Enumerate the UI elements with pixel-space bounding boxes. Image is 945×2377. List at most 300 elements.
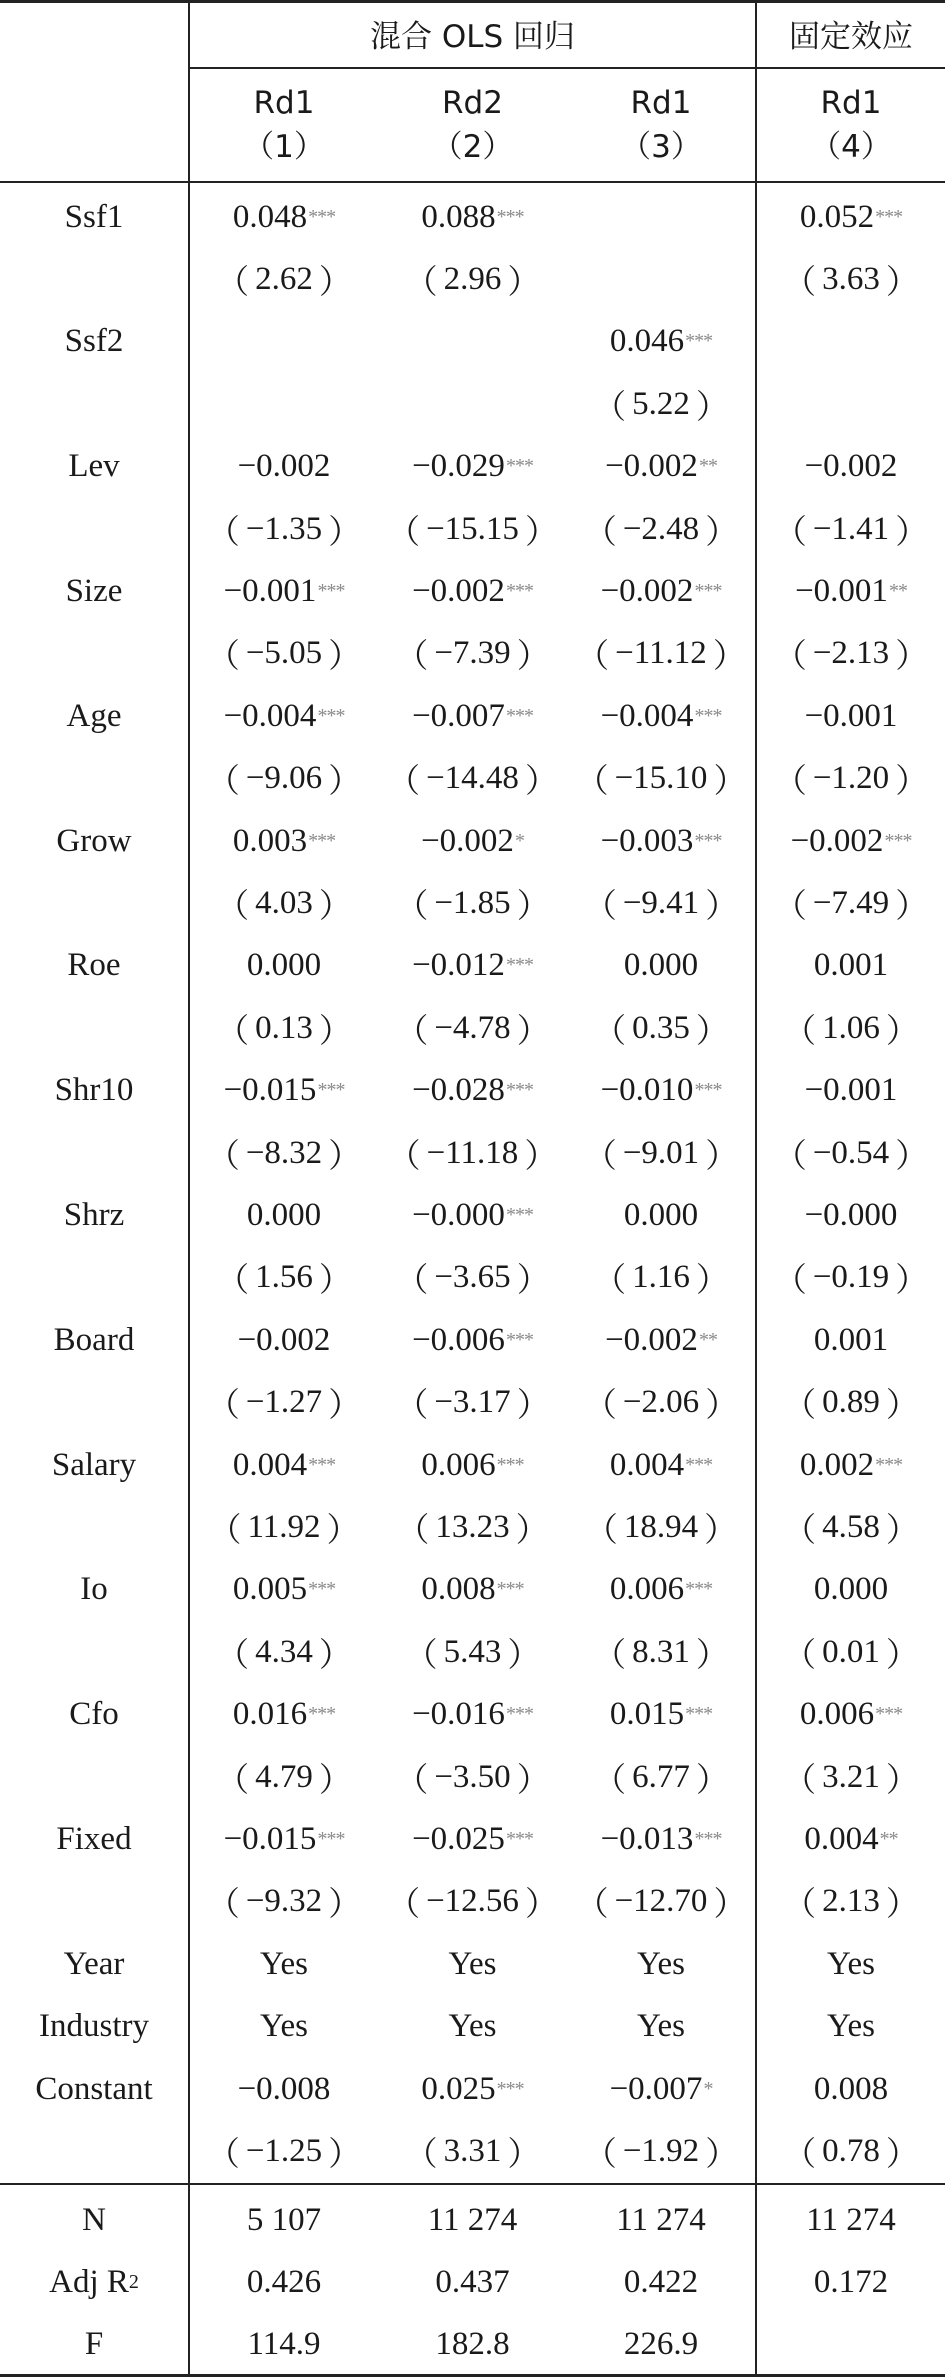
cell-text: 4.79 (255, 1758, 313, 1795)
coefficient-cell (757, 935, 945, 997)
cell-text: −0.006 (412, 1321, 505, 1358)
close-paren: ） (895, 889, 929, 926)
close-paren: ） (328, 2137, 362, 2174)
open-paren: （ (206, 764, 240, 801)
open-paren: （ (206, 1887, 240, 1924)
statistic-label (0, 2251, 188, 2313)
cell-text: Industry (39, 2008, 149, 2045)
coefficient-cell (378, 1309, 567, 1371)
t-statistic-cell (757, 373, 945, 435)
coefficient-cell (757, 810, 945, 872)
column-header-3 (567, 69, 755, 181)
t-statistic-cell (190, 748, 378, 810)
open-paren: （ (783, 1637, 817, 1674)
coefficient-cell (190, 1808, 378, 1870)
open-paren: （ (206, 514, 240, 551)
cell-text: −0.001 (804, 697, 898, 734)
cell-text: 11 274 (806, 2201, 896, 2238)
cell-text: −15.10 (614, 760, 708, 797)
t-statistic-cell (378, 1122, 567, 1184)
close-paren: ） (326, 1513, 360, 1550)
variable-label (0, 1434, 188, 1496)
coefficient-cell (378, 1684, 567, 1746)
cell-text: Yes (826, 2008, 876, 2045)
coefficient-cell (190, 436, 378, 498)
open-paren: （ (404, 1637, 438, 1674)
t-statistic-cell (190, 997, 378, 1059)
cell-text: −0.002 (605, 448, 698, 485)
cell-text: −0.002 (412, 573, 505, 610)
coefficient-cell (378, 1434, 567, 1496)
t-statistic-cell (378, 1372, 567, 1434)
coefficient-cell (567, 1434, 755, 1496)
statistic-value (757, 2313, 945, 2375)
column-number: （3） (620, 129, 702, 165)
cell-text: 5.43 (443, 1633, 502, 1670)
cell-text: 11 274 (616, 2201, 706, 2238)
close-paren: ） (318, 265, 352, 302)
significance-stars: *** (685, 1703, 713, 1726)
cell-text: 1.56 (255, 1259, 313, 1296)
open-paren: （ (395, 639, 429, 676)
coefficient-cell (378, 186, 567, 248)
variable-label (0, 1060, 188, 1122)
cell-text: 0.437 (435, 2263, 510, 2300)
column-header-4 (757, 69, 945, 181)
cell-text: Salary (51, 1446, 137, 1483)
open-paren: （ (593, 389, 627, 426)
cell-text: 4.34 (255, 1633, 313, 1670)
statistic-value (378, 2251, 567, 2313)
close-paren: ） (318, 889, 352, 926)
coefficient-cell (378, 810, 567, 872)
close-paren: ） (712, 639, 746, 676)
coefficient-cell (190, 1309, 378, 1371)
significance-stars: *** (505, 1703, 533, 1726)
open-paren: （ (783, 1388, 817, 1425)
open-paren: （ (387, 514, 421, 551)
coefficient-cell (757, 436, 945, 498)
close-paren: ） (895, 1138, 929, 1175)
cell-text: Yes (448, 1945, 497, 1982)
cell-text: Yes (259, 2008, 309, 2045)
cell-text: −1.41 (812, 510, 890, 547)
statistic-value (378, 2189, 567, 2251)
cell-text: 2.62 (255, 261, 313, 298)
open-paren: （ (395, 1762, 429, 1799)
cell-text: 5.22 (632, 385, 690, 422)
t-statistic-cell (378, 997, 567, 1059)
cell-text: 0.004 (609, 1446, 685, 1483)
dependent-variable: Rd1 (820, 85, 882, 121)
open-paren: （ (404, 265, 438, 302)
t-statistic-cell (378, 2120, 567, 2182)
open-paren: （ (583, 1138, 617, 1175)
t-statistic-cell (757, 498, 945, 560)
stats-top-rule (0, 2183, 945, 2185)
cell-text: 5 107 (246, 2201, 322, 2238)
cell-text: 0.006 (799, 1696, 875, 1733)
close-paren: ） (516, 1762, 550, 1799)
t-statistic-cell (378, 1871, 567, 1933)
cell-text: −2.13 (812, 635, 890, 672)
open-paren: （ (773, 514, 807, 551)
t-statistic-cell (378, 1746, 567, 1808)
significance-stars: *** (505, 1204, 533, 1227)
close-paren: ） (695, 1762, 729, 1799)
t-statistic-cell (567, 373, 755, 435)
significance-stars: *** (685, 330, 713, 353)
t-statistic-cell (190, 248, 378, 310)
coefficient-cell (567, 1684, 755, 1746)
significance-stars: *** (505, 1079, 533, 1102)
cell-text: 114.9 (247, 2325, 321, 2362)
control-value (378, 1996, 567, 2058)
cell-text: −0.013 (600, 1821, 694, 1858)
t-statistic-cell (378, 373, 567, 435)
close-paren: ） (516, 1263, 550, 1300)
cell-text: 0.172 (813, 2263, 889, 2300)
dependent-variable: Rd1 (253, 85, 315, 121)
significance-stars: ** (698, 455, 717, 478)
control-value (567, 1996, 755, 2058)
cell-text: 0.01 (822, 1633, 880, 1670)
cell-text: 0.000 (246, 947, 322, 984)
cell-text: 0.000 (623, 947, 699, 984)
coefficient-cell (378, 311, 567, 373)
close-paren: ） (713, 764, 747, 801)
cell-text: Shr10 (54, 1072, 134, 1109)
close-paren: ） (507, 265, 541, 302)
control-value (567, 1933, 755, 1995)
t-statistic-cell (757, 1621, 945, 1683)
close-paren: ） (885, 1762, 919, 1799)
header-bottom-rule (0, 181, 945, 183)
coefficient-cell (190, 935, 378, 997)
t-statistic-cell (190, 872, 378, 934)
open-paren: （ (387, 1887, 421, 1924)
cell-text: 1.06 (822, 1009, 880, 1046)
close-paren: ） (885, 1513, 919, 1550)
cell-text: 1.16 (632, 1259, 690, 1296)
coefficient-cell (378, 1559, 567, 1621)
open-paren: （ (583, 514, 617, 551)
close-paren: ） (695, 1263, 729, 1300)
statistic-label (0, 2189, 188, 2251)
cell-text: 0.000 (246, 1197, 322, 1234)
significance-stars: *** (694, 1828, 722, 1851)
variable-label (0, 311, 188, 373)
cell-text: −4.78 (434, 1009, 511, 1046)
close-paren: ） (507, 2137, 541, 2174)
coefficient-cell (567, 2058, 755, 2120)
cell-text: −0.001 (223, 573, 317, 610)
cell-text: Yes (259, 1945, 309, 1982)
t-statistic-cell (190, 498, 378, 560)
variable-label (0, 436, 188, 498)
coefficient-cell (190, 1184, 378, 1246)
variable-label (0, 935, 188, 997)
column-number: （4） (810, 129, 892, 165)
variable-label (0, 1684, 188, 1746)
coefficient-cell (567, 560, 755, 622)
open-paren: （ (395, 1388, 429, 1425)
close-paren: ） (885, 1887, 919, 1924)
cell-text: 0.016 (232, 1696, 308, 1733)
t-statistic-cell (190, 1247, 378, 1309)
cell-text: −0.028 (412, 1072, 505, 1109)
t-statistic-cell (757, 748, 945, 810)
cell-text: −0.008 (237, 2070, 331, 2107)
statistic-value (190, 2189, 378, 2251)
control-label (0, 1933, 188, 1995)
cell-text: 0.008 (421, 1571, 496, 1608)
statistic-label (0, 2313, 188, 2375)
t-statistic-cell (378, 748, 567, 810)
coefficient-cell (757, 1808, 945, 1870)
open-paren: （ (216, 265, 250, 302)
open-paren: （ (395, 1263, 429, 1300)
cell-text: −0.002 (237, 1321, 331, 1358)
significance-stars: ** (888, 580, 907, 603)
cell-text: −0.007 (412, 697, 505, 734)
open-paren: （ (583, 2137, 617, 2174)
control-value (757, 1933, 945, 1995)
cell-text: N (82, 2201, 106, 2238)
coefficient-cell (757, 1559, 945, 1621)
statistic-value (190, 2313, 378, 2375)
cell-text: 0.001 (813, 947, 889, 984)
coefficient-cell (567, 1808, 755, 1870)
open-paren: （ (773, 1138, 807, 1175)
cell-text: −0.002 (237, 448, 331, 485)
coefficient-cell (378, 1184, 567, 1246)
open-paren: （ (216, 1263, 250, 1300)
t-statistic-cell (757, 623, 945, 685)
close-paren: ） (524, 764, 558, 801)
significance-stars: *** (694, 580, 722, 603)
statistic-value (757, 2189, 945, 2251)
close-paren: ） (705, 889, 739, 926)
open-paren: （ (387, 764, 421, 801)
close-paren: ） (524, 1138, 558, 1175)
cell-text: 0.008 (813, 2070, 889, 2107)
cell-text: −5.05 (245, 635, 323, 672)
cell-text: 4.03 (255, 885, 313, 922)
significance-stars: *** (875, 1453, 903, 1476)
close-paren: ） (516, 1013, 550, 1050)
cell-text: Ssf2 (64, 323, 124, 360)
close-paren: ） (695, 1637, 729, 1674)
cell-text: 6.77 (632, 1758, 690, 1795)
coefficient-cell (757, 685, 945, 747)
close-paren: ） (705, 1138, 739, 1175)
t-statistic-cell (757, 1122, 945, 1184)
close-paren: ） (713, 1887, 747, 1924)
cell-text: −0.003 (600, 822, 694, 859)
close-paren: ） (895, 514, 929, 551)
open-paren: （ (783, 1513, 817, 1550)
cell-text: Cfo (69, 1696, 119, 1733)
cell-text: Grow (56, 822, 132, 859)
t-statistic-cell (190, 1871, 378, 1933)
close-paren: ） (895, 764, 929, 801)
t-statistic-cell (567, 623, 755, 685)
coefficient-cell (190, 311, 378, 373)
cell-text: −11.12 (615, 635, 707, 672)
cell-text: 0.000 (623, 1197, 699, 1234)
significance-stars: *** (308, 205, 336, 228)
cell-text: −0.001 (795, 573, 888, 610)
cell-text: 0.048 (232, 198, 308, 235)
significance-stars: *** (694, 704, 722, 727)
coefficient-cell (190, 1559, 378, 1621)
cell-text: −0.015 (223, 1072, 317, 1109)
close-paren: ） (328, 1388, 362, 1425)
cell-text: −15.15 (426, 510, 519, 547)
significance-stars: *** (505, 1328, 533, 1351)
t-statistic-cell (567, 1372, 755, 1434)
cell-text: −7.49 (812, 885, 890, 922)
t-statistic-cell (190, 2120, 378, 2182)
t-statistic-cell (378, 1247, 567, 1309)
cell-text: Lev (68, 448, 120, 485)
cell-text: 2.96 (443, 261, 502, 298)
t-statistic-cell (567, 1496, 755, 1558)
close-paren: ） (885, 2137, 919, 2174)
coefficient-cell (757, 311, 945, 373)
column-header-1 (190, 69, 378, 181)
significance-stars: *** (694, 1079, 722, 1102)
significance-stars: *** (496, 1453, 524, 1476)
t-statistic-cell (190, 1746, 378, 1808)
open-paren: （ (783, 2137, 817, 2174)
cell-text: −0.000 (412, 1197, 505, 1234)
cell-text: 0.426 (246, 2263, 322, 2300)
cell-text: Year (63, 1945, 125, 1982)
t-statistic-cell (757, 1871, 945, 1933)
column-header-2 (378, 69, 567, 181)
cell-text: 18.94 (623, 1509, 699, 1546)
open-paren: （ (783, 1887, 817, 1924)
cell-text: 0.006 (609, 1571, 685, 1608)
cell-text: 182.8 (435, 2325, 510, 2362)
cell-text: −0.029 (412, 448, 505, 485)
cell-text: −0.002 (790, 822, 884, 859)
close-paren: ） (524, 514, 558, 551)
cell-text: 0.004 (232, 1446, 308, 1483)
cell-text: −12.70 (614, 1883, 708, 1920)
coefficient-cell (757, 186, 945, 248)
close-paren: ） (515, 1513, 549, 1550)
coefficient-cell (190, 1434, 378, 1496)
t-statistic-cell (378, 1496, 567, 1558)
cell-text: 0.025 (421, 2070, 496, 2107)
open-paren: （ (773, 639, 807, 676)
cell-text: 0.004 (804, 1821, 879, 1858)
significance-stars: *** (505, 704, 533, 727)
cell-text: −9.32 (245, 1883, 323, 1920)
t-statistic-cell (567, 498, 755, 560)
cell-text: 0.89 (822, 1384, 880, 1421)
close-paren: ） (516, 1388, 550, 1425)
variable-label (0, 1559, 188, 1621)
t-statistic-cell (378, 498, 567, 560)
cell-text: −0.001 (804, 1072, 898, 1109)
open-paren: （ (773, 889, 807, 926)
t-statistic-cell (190, 1496, 378, 1558)
open-paren: （ (575, 764, 609, 801)
cell-text: F (84, 2325, 104, 2362)
cell-text: −11.18 (426, 1134, 519, 1171)
cell-text: 3.21 (822, 1758, 880, 1795)
t-statistic-cell (567, 748, 755, 810)
cell-text: −0.002 (605, 1321, 698, 1358)
cell-text: −0.015 (223, 1821, 317, 1858)
variable-label (0, 186, 188, 248)
significance-stars: *** (505, 455, 533, 478)
significance-stars: * (514, 829, 524, 852)
superscript: 2 (128, 2270, 139, 2293)
open-paren: （ (576, 639, 610, 676)
cell-text: −12.56 (426, 1883, 519, 1920)
statistic-value (190, 2251, 378, 2313)
column-number: （2） (431, 129, 514, 165)
open-paren: （ (206, 1138, 240, 1175)
close-paren: ） (328, 1138, 362, 1175)
close-paren: ） (705, 1388, 739, 1425)
open-paren: （ (593, 1762, 627, 1799)
cell-text: 11.92 (247, 1509, 321, 1546)
coefficient-cell (757, 1684, 945, 1746)
t-statistic-cell (378, 623, 567, 685)
column-number: （1） (243, 129, 325, 165)
cell-text: −0.004 (223, 697, 317, 734)
cell-text: −0.002 (421, 822, 514, 859)
coefficient-cell (757, 1060, 945, 1122)
close-paren: ） (507, 1637, 541, 1674)
open-paren: （ (216, 1762, 250, 1799)
control-value (190, 1933, 378, 1995)
coefficient-cell (567, 186, 755, 248)
cell-text: −1.85 (434, 885, 511, 922)
t-statistic-cell (378, 1621, 567, 1683)
significance-stars: ** (879, 1828, 898, 1851)
t-statistic-cell (190, 373, 378, 435)
control-value (190, 1996, 378, 2058)
open-paren: （ (584, 1513, 618, 1550)
coefficient-cell (757, 2058, 945, 2120)
t-statistic-cell (567, 1247, 755, 1309)
open-paren: （ (404, 2137, 438, 2174)
significance-stars: *** (505, 580, 533, 603)
close-paren: ） (328, 514, 362, 551)
coefficient-cell (190, 810, 378, 872)
close-paren: ） (895, 639, 929, 676)
open-paren: （ (216, 1637, 250, 1674)
cell-text: −3.50 (434, 1758, 511, 1795)
cell-text: 0.005 (232, 1571, 308, 1608)
cell-text: −0.025 (412, 1821, 505, 1858)
open-paren: （ (395, 889, 429, 926)
open-paren: （ (593, 1637, 627, 1674)
group-header-fixed-effects: 固定效应 (789, 19, 913, 55)
cell-text: −0.012 (412, 947, 505, 984)
cell-text: 0.003 (232, 822, 308, 859)
cell-text: 3.31 (443, 2133, 502, 2170)
coefficient-cell (567, 311, 755, 373)
cell-text: −1.27 (245, 1384, 323, 1421)
